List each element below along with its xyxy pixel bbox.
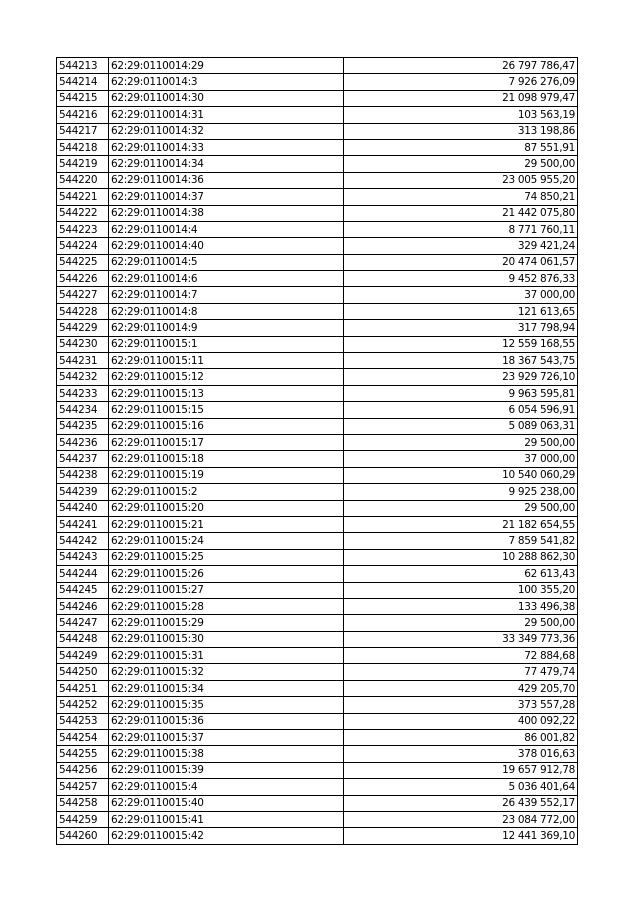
- table-row: [57, 58, 578, 74]
- table-row: [57, 582, 578, 598]
- table-row: [57, 811, 578, 827]
- table-row: [57, 434, 578, 450]
- cadastral-value-cell: 133 496,38: [344, 598, 578, 614]
- cadastral-value-cell: 9 452 876,33: [344, 271, 578, 287]
- row-id-cell: 544238: [57, 467, 109, 483]
- row-id-cell: 544236: [57, 434, 109, 450]
- cadastral-number-cell: 62:29:0110014:30: [109, 90, 344, 106]
- cadastral-number-cell: 62:29:0110015:37: [109, 730, 344, 746]
- cadastral-number-cell: 62:29:0110015:11: [109, 353, 344, 369]
- cadastral-value-cell: 373 557,28: [344, 697, 578, 713]
- cadastral-value-cell: 37 000,00: [344, 287, 578, 303]
- cadastral-value-cell: 74 850,21: [344, 189, 578, 205]
- table-row: [57, 762, 578, 778]
- table-row: [57, 615, 578, 631]
- cadastral-value-cell: 77 479,74: [344, 664, 578, 680]
- cadastral-number-cell: 62:29:0110015:20: [109, 500, 344, 516]
- cadastral-value-cell: 23 005 955,20: [344, 172, 578, 188]
- cadastral-value-cell: 5 036 401,64: [344, 779, 578, 795]
- cadastral-number-cell: 62:29:0110015:29: [109, 615, 344, 631]
- cadastral-number-cell: 62:29:0110015:1: [109, 336, 344, 352]
- cadastral-number-cell: 62:29:0110014:8: [109, 303, 344, 319]
- cadastral-number-cell: 62:29:0110014:29: [109, 58, 344, 74]
- table-row: [57, 484, 578, 500]
- cadastral-number-cell: 62:29:0110014:6: [109, 271, 344, 287]
- row-id-cell: 544223: [57, 221, 109, 237]
- table-row: [57, 189, 578, 205]
- cadastral-value-cell: 20 474 061,57: [344, 254, 578, 270]
- row-id-cell: 544230: [57, 336, 109, 352]
- cadastral-number-cell: 62:29:0110015:34: [109, 680, 344, 696]
- cadastral-value-cell: 6 054 596,91: [344, 402, 578, 418]
- row-id-cell: 544225: [57, 254, 109, 270]
- table-row: [57, 566, 578, 582]
- cadastral-value-cell: 9 963 595,81: [344, 385, 578, 401]
- row-id-cell: 544220: [57, 172, 109, 188]
- cadastral-number-cell: 62:29:0110015:17: [109, 434, 344, 450]
- cadastral-number-cell: 62:29:0110014:9: [109, 320, 344, 336]
- table-row: [57, 746, 578, 762]
- cadastral-value-cell: 10 288 862,30: [344, 549, 578, 565]
- cadastral-value-cell: 7 859 541,82: [344, 533, 578, 549]
- table-row: [57, 648, 578, 664]
- row-id-cell: 544259: [57, 811, 109, 827]
- cadastral-value-cell: 26 797 786,47: [344, 58, 578, 74]
- row-id-cell: 544217: [57, 123, 109, 139]
- cadastral-value-cell: 62 613,43: [344, 566, 578, 582]
- cadastral-value-cell: 33 349 773,36: [344, 631, 578, 647]
- row-id-cell: 544257: [57, 779, 109, 795]
- cadastral-number-cell: 62:29:0110015:27: [109, 582, 344, 598]
- cadastral-number-cell: 62:29:0110015:25: [109, 549, 344, 565]
- table-row: [57, 221, 578, 237]
- cadastral-number-cell: 62:29:0110014:7: [109, 287, 344, 303]
- row-id-cell: 544241: [57, 516, 109, 532]
- cadastral-value-cell: 12 441 369,10: [344, 828, 578, 844]
- cadastral-value-cell: 5 089 063,31: [344, 418, 578, 434]
- cadastral-value-cell: 12 559 168,55: [344, 336, 578, 352]
- cadastral-value-cell: 317 798,94: [344, 320, 578, 336]
- cadastral-value-cell: 37 000,00: [344, 451, 578, 467]
- row-id-cell: 544252: [57, 697, 109, 713]
- cadastral-number-cell: 62:29:0110014:36: [109, 172, 344, 188]
- cadastral-value-cell: 103 563,19: [344, 107, 578, 123]
- row-id-cell: 544254: [57, 730, 109, 746]
- cadastral-number-cell: 62:29:0110015:4: [109, 779, 344, 795]
- table-row: [57, 254, 578, 270]
- row-id-cell: 544255: [57, 746, 109, 762]
- row-id-cell: 544224: [57, 238, 109, 254]
- cadastral-value-cell: 18 367 543,75: [344, 353, 578, 369]
- table-row: [57, 664, 578, 680]
- table-row: [57, 451, 578, 467]
- cadastral-number-cell: 62:29:0110015:24: [109, 533, 344, 549]
- cadastral-number-cell: 62:29:0110015:40: [109, 795, 344, 811]
- cadastral-number-cell: 62:29:0110015:26: [109, 566, 344, 582]
- table-row: [57, 205, 578, 221]
- cadastral-number-cell: 62:29:0110015:35: [109, 697, 344, 713]
- cadastral-number-cell: 62:29:0110015:28: [109, 598, 344, 614]
- cadastral-number-cell: 62:29:0110014:34: [109, 156, 344, 172]
- table-row: [57, 418, 578, 434]
- row-id-cell: 544213: [57, 58, 109, 74]
- table-row: [57, 385, 578, 401]
- cadastral-value-cell: 72 884,68: [344, 648, 578, 664]
- table-row: [57, 795, 578, 811]
- cadastral-value-cell: 87 551,91: [344, 139, 578, 155]
- cadastral-value-cell: 8 771 760,11: [344, 221, 578, 237]
- cadastral-number-cell: 62:29:0110014:32: [109, 123, 344, 139]
- row-id-cell: 544231: [57, 353, 109, 369]
- table-row: [57, 353, 578, 369]
- cadastral-number-cell: 62:29:0110014:4: [109, 221, 344, 237]
- cadastral-number-cell: 62:29:0110015:32: [109, 664, 344, 680]
- cadastral-value-cell: 7 926 276,09: [344, 74, 578, 90]
- table-row: [57, 598, 578, 614]
- table-row: [57, 713, 578, 729]
- table-row: [57, 74, 578, 90]
- table-row: [57, 697, 578, 713]
- row-id-cell: 544219: [57, 156, 109, 172]
- row-id-cell: 544237: [57, 451, 109, 467]
- table-row: [57, 533, 578, 549]
- table-row: [57, 303, 578, 319]
- row-id-cell: 544242: [57, 533, 109, 549]
- cadastral-number-cell: 62:29:0110014:5: [109, 254, 344, 270]
- row-id-cell: 544245: [57, 582, 109, 598]
- row-id-cell: 544232: [57, 369, 109, 385]
- row-id-cell: 544228: [57, 303, 109, 319]
- table-row: [57, 139, 578, 155]
- table-row: [57, 680, 578, 696]
- cadastral-value-cell: 29 500,00: [344, 434, 578, 450]
- cadastral-value-cell: 29 500,00: [344, 615, 578, 631]
- row-id-cell: 544251: [57, 680, 109, 696]
- cadastral-number-cell: 62:29:0110015:42: [109, 828, 344, 844]
- table-row: [57, 336, 578, 352]
- row-id-cell: 544260: [57, 828, 109, 844]
- row-id-cell: 544214: [57, 74, 109, 90]
- row-id-cell: 544250: [57, 664, 109, 680]
- cadastral-value-cell: 9 925 238,00: [344, 484, 578, 500]
- table-row: [57, 172, 578, 188]
- table-row: [57, 402, 578, 418]
- table-row: [57, 107, 578, 123]
- row-id-cell: 544222: [57, 205, 109, 221]
- cadastral-value-cell: 21 442 075,80: [344, 205, 578, 221]
- row-id-cell: 544221: [57, 189, 109, 205]
- row-id-cell: 544239: [57, 484, 109, 500]
- table-row: [57, 90, 578, 106]
- row-id-cell: 544246: [57, 598, 109, 614]
- cadastral-value-cell: 100 355,20: [344, 582, 578, 598]
- cadastral-number-cell: 62:29:0110014:40: [109, 238, 344, 254]
- table-row: [57, 730, 578, 746]
- table-row: [57, 516, 578, 532]
- row-id-cell: 544216: [57, 107, 109, 123]
- table-row: [57, 369, 578, 385]
- row-id-cell: 544256: [57, 762, 109, 778]
- cadastral-number-cell: 62:29:0110015:2: [109, 484, 344, 500]
- cadastral-number-cell: 62:29:0110015:19: [109, 467, 344, 483]
- row-id-cell: 544249: [57, 648, 109, 664]
- cadastral-number-cell: 62:29:0110015:12: [109, 369, 344, 385]
- table-row: [57, 828, 578, 844]
- cadastral-value-cell: 329 421,24: [344, 238, 578, 254]
- cadastral-value-cell: 86 001,82: [344, 730, 578, 746]
- cadastral-value-table: [56, 57, 578, 845]
- cadastral-number-cell: 62:29:0110015:36: [109, 713, 344, 729]
- table-row: [57, 156, 578, 172]
- cadastral-value-cell: 378 016,63: [344, 746, 578, 762]
- row-id-cell: 544240: [57, 500, 109, 516]
- table-row: [57, 779, 578, 795]
- cadastral-number-cell: 62:29:0110015:15: [109, 402, 344, 418]
- cadastral-number-cell: 62:29:0110014:33: [109, 139, 344, 155]
- table-row: [57, 467, 578, 483]
- table-row: [57, 549, 578, 565]
- row-id-cell: 544234: [57, 402, 109, 418]
- cadastral-number-cell: 62:29:0110015:13: [109, 385, 344, 401]
- table-row: [57, 123, 578, 139]
- row-id-cell: 544227: [57, 287, 109, 303]
- cadastral-value-cell: 429 205,70: [344, 680, 578, 696]
- cadastral-number-cell: 62:29:0110015:41: [109, 811, 344, 827]
- row-id-cell: 544215: [57, 90, 109, 106]
- cadastral-number-cell: 62:29:0110015:31: [109, 648, 344, 664]
- row-id-cell: 544258: [57, 795, 109, 811]
- cadastral-number-cell: 62:29:0110015:30: [109, 631, 344, 647]
- cadastral-value-cell: 26 439 552,17: [344, 795, 578, 811]
- row-id-cell: 544218: [57, 139, 109, 155]
- cadastral-value-cell: 29 500,00: [344, 156, 578, 172]
- table-row: [57, 631, 578, 647]
- row-id-cell: 544235: [57, 418, 109, 434]
- table-row: [57, 271, 578, 287]
- cadastral-number-cell: 62:29:0110014:37: [109, 189, 344, 205]
- cadastral-number-cell: 62:29:0110015:16: [109, 418, 344, 434]
- row-id-cell: 544244: [57, 566, 109, 582]
- cadastral-value-cell: 121 613,65: [344, 303, 578, 319]
- row-id-cell: 544226: [57, 271, 109, 287]
- cadastral-value-cell: 313 198,86: [344, 123, 578, 139]
- table-row: [57, 320, 578, 336]
- row-id-cell: 544233: [57, 385, 109, 401]
- cadastral-number-cell: 62:29:0110014:31: [109, 107, 344, 123]
- cadastral-number-cell: 62:29:0110015:18: [109, 451, 344, 467]
- cadastral-value-cell: 21 182 654,55: [344, 516, 578, 532]
- cadastral-value-cell: 10 540 060,29: [344, 467, 578, 483]
- row-id-cell: 544229: [57, 320, 109, 336]
- cadastral-value-cell: 23 929 726,10: [344, 369, 578, 385]
- cadastral-number-cell: 62:29:0110015:21: [109, 516, 344, 532]
- table-row: [57, 500, 578, 516]
- table-row: [57, 287, 578, 303]
- cadastral-number-cell: 62:29:0110015:38: [109, 746, 344, 762]
- row-id-cell: 544243: [57, 549, 109, 565]
- row-id-cell: 544247: [57, 615, 109, 631]
- table-body: [57, 58, 578, 845]
- row-id-cell: 544248: [57, 631, 109, 647]
- cadastral-number-cell: 62:29:0110014:3: [109, 74, 344, 90]
- row-id-cell: 544253: [57, 713, 109, 729]
- table-row: [57, 238, 578, 254]
- cadastral-value-cell: 19 657 912,78: [344, 762, 578, 778]
- cadastral-value-cell: 21 098 979,47: [344, 90, 578, 106]
- cadastral-value-cell: 400 092,22: [344, 713, 578, 729]
- cadastral-value-cell: 23 084 772,00: [344, 811, 578, 827]
- cadastral-value-cell: 29 500,00: [344, 500, 578, 516]
- cadastral-number-cell: 62:29:0110014:38: [109, 205, 344, 221]
- cadastral-number-cell: 62:29:0110015:39: [109, 762, 344, 778]
